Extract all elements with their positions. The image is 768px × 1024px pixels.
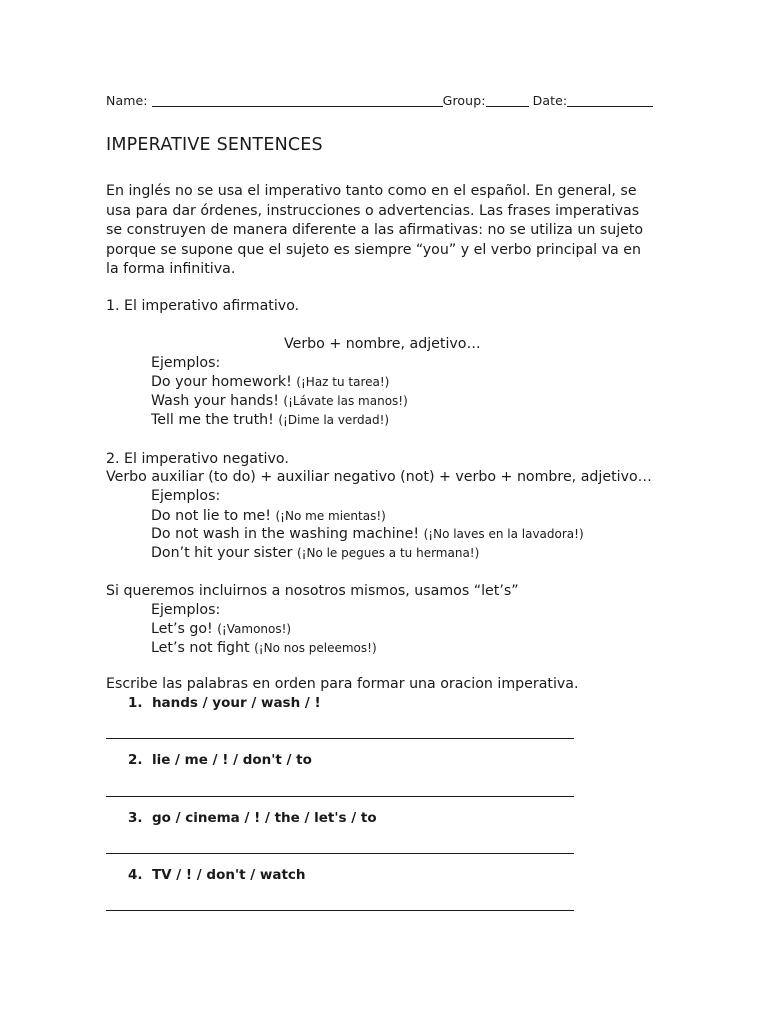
exercise-number: 1. (128, 695, 143, 711)
section3-examples-label: Ejemplos: (151, 602, 221, 618)
example-line (151, 640, 377, 656)
example-line (151, 526, 584, 542)
exercise-item (128, 810, 377, 826)
exercise-item (128, 867, 306, 883)
example-spanish: (¡Vamonos!) (217, 622, 292, 636)
section2-formula: Verbo auxiliar (to do) + auxiliar negativo (not) + verbo + nombre, adjetivo… (106, 469, 652, 485)
example-line (151, 545, 479, 561)
example-line (151, 508, 386, 524)
intro-line: porque se supone que el sujeto es siempre “you” y el verbo principal va en (106, 241, 641, 258)
answer-line[interactable] (106, 910, 574, 911)
intro-line: la forma infinitiva. (106, 261, 236, 277)
section3-heading: Si queremos incluirnos a nosotros mismos, usamos “let’s” (106, 583, 519, 599)
exercise-number: 3. (128, 810, 143, 826)
example-line (151, 412, 389, 428)
section1-examples-label: Ejemplos: (151, 355, 221, 371)
example-spanish: (¡No le pegues a tu hermana!) (296, 546, 480, 560)
intro-line: En inglés no se usa el imperativo tanto como en el español. En general, se (106, 183, 637, 199)
example-spanish: (¡No nos peleemos!) (254, 641, 377, 655)
exercise-item (128, 752, 312, 768)
example-spanish: (¡Haz tu tarea!) (296, 375, 390, 389)
section1-formula: Verbo + nombre, adjetivo… (284, 336, 481, 352)
name-label: Name: (106, 93, 148, 108)
example-line (151, 393, 408, 409)
exercise-number: 2. (128, 752, 143, 768)
answer-line[interactable] (106, 738, 574, 739)
example-english: Do not lie to me! (151, 508, 271, 524)
exercise-number: 4. (128, 867, 143, 883)
header-fields (106, 93, 653, 108)
example-english: Let’s go! (151, 621, 213, 637)
exercise-words: lie / me / ! / don't / to (151, 752, 312, 768)
example-english: Do not wash in the washing machine! (151, 526, 420, 542)
intro-line: usa para dar órdenes, instrucciones o advertencias. Las frases imperativas (106, 202, 640, 219)
exercise-words: go / cinema / ! / the / let's / to (151, 810, 377, 826)
date-label: Date: (532, 93, 568, 108)
example-english: Wash your hands! (151, 393, 279, 409)
example-english: Do your homework! (151, 374, 292, 390)
example-english: Tell me the truth! (151, 412, 274, 428)
example-english: Don’t hit your sister (151, 545, 293, 561)
example-spanish: (¡Lávate las manos!) (283, 394, 408, 408)
exercise-words: hands / your / wash / ! (151, 695, 321, 711)
example-spanish: (¡No me mientas!) (275, 509, 386, 523)
example-english: Let’s not fight (151, 640, 250, 656)
exercise-instruction: Escribe las palabras en orden para formar una oracion imperativa. (106, 676, 579, 692)
group-label: Group: (442, 93, 486, 108)
date-blank[interactable] (567, 94, 653, 107)
section2-heading: 2. El imperativo negativo. (106, 451, 289, 467)
example-line (151, 621, 291, 637)
example-line (151, 374, 389, 390)
group-blank[interactable] (486, 94, 529, 107)
exercise-words: TV / ! / don't / watch (151, 867, 306, 883)
exercise-item (128, 695, 321, 711)
answer-line[interactable] (106, 853, 574, 854)
section1-heading: 1. El imperativo afirmativo. (106, 298, 300, 314)
section2-examples-label: Ejemplos: (151, 488, 221, 504)
intro-paragraph (106, 182, 666, 280)
name-blank[interactable] (152, 94, 443, 107)
intro-line: se construyen de manera diferente a las afirmativas: no se utiliza un sujeto (106, 222, 644, 238)
example-spanish: (¡No laves en la lavadora!) (423, 527, 584, 541)
answer-line[interactable] (106, 796, 574, 797)
example-spanish: (¡Dime la verdad!) (278, 413, 390, 427)
page-title: IMPERATIVE SENTENCES (106, 135, 323, 155)
